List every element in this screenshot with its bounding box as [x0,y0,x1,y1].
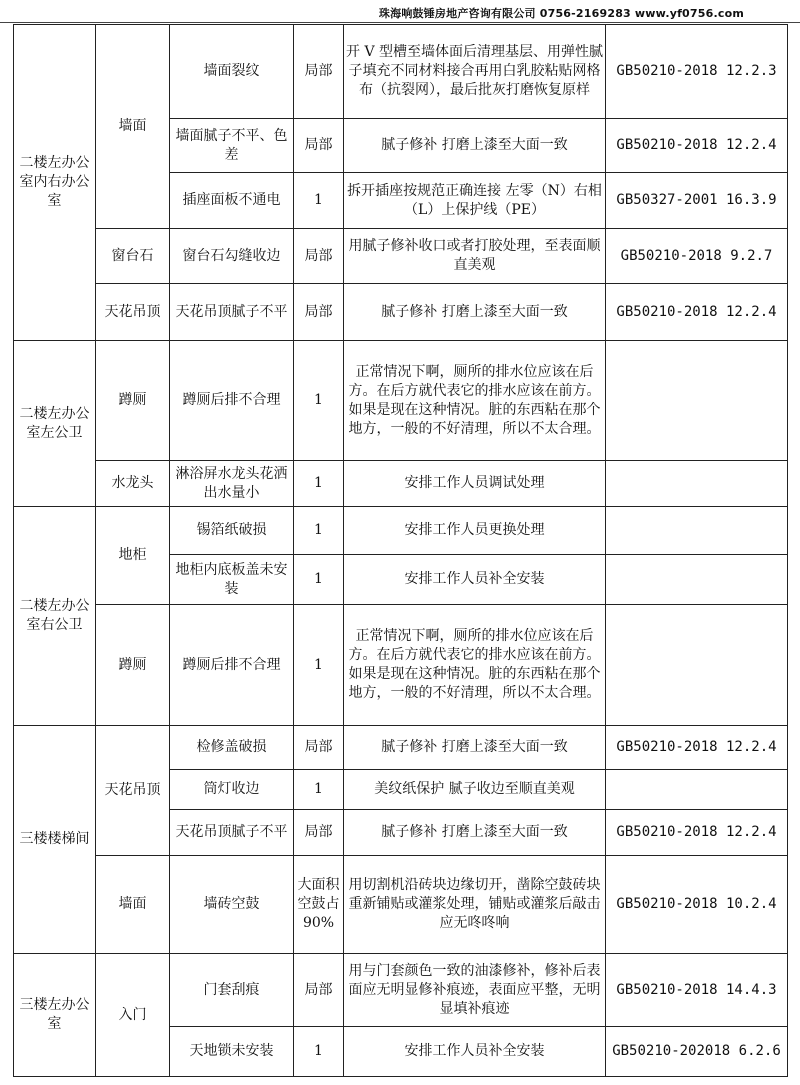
qty-cell: 局部 [294,284,344,341]
qty-cell: 局部 [294,726,344,770]
qty-cell: 1 [294,555,344,605]
location-cell: 二楼左办公室内右办公室 [14,25,96,341]
standard-cell: GB50210-2018 14.4.3 [606,954,788,1027]
standard-cell: GB50210-2018 12.2.4 [606,119,788,173]
table-row [14,284,788,341]
standard-cell: GB50210-2018 9.2.7 [606,229,788,284]
part-cell: 天花吊顶 [96,726,170,856]
fix-cell: 腻子修补 打磨上漆至大面一致 [344,119,606,173]
problem-cell: 地柜内底板盖未安装 [170,555,294,605]
qty-cell: 1 [294,507,344,555]
problem-cell: 蹲厕后排不合理 [170,605,294,726]
table-row [14,507,788,555]
problem-cell: 插座面板不通电 [170,173,294,229]
fix-cell: 安排工作人员调试处理 [344,461,606,507]
table-row [14,25,788,119]
problem-cell: 淋浴屏水龙头花洒出水量小 [170,461,294,507]
problem-cell: 墙砖空鼓 [170,856,294,954]
fix-cell: 用腻子修补收口或者打胶处理，至表面顺直美观 [344,229,606,284]
table-row [14,954,788,1027]
standard-cell: GB50327-2001 16.3.9 [606,173,788,229]
fix-cell: 安排工作人员补全安装 [344,1027,606,1077]
problem-cell: 门套刮痕 [170,954,294,1027]
qty-cell: 1 [294,1027,344,1077]
part-cell: 蹲厕 [96,605,170,726]
qty-cell: 局部 [294,119,344,173]
fix-cell: 开 V 型槽至墙体面后清理基层、用弹性腻子填充不同材料接合再用白乳胶粘贴网格布（抗裂网），最后批灰打磨恢复原样 [344,25,606,119]
qty-cell: 局部 [294,229,344,284]
fix-cell: 安排工作人员补全安装 [344,555,606,605]
fix-cell: 用与门套颜色一致的油漆修补，修补后表面应无明显修补痕迹，表面应平整，无明显填补痕迹 [344,954,606,1027]
table-row [14,726,788,770]
part-cell: 地柜 [96,507,170,605]
problem-cell: 天花吊顶腻子不平 [170,284,294,341]
table-row [14,856,788,954]
fix-cell: 腻子修补 打磨上漆至大面一致 [344,284,606,341]
qty-cell: 大面积空鼓占90% [294,856,344,954]
table-row [14,461,788,507]
standard-cell: GB50210-2018 12.2.4 [606,810,788,856]
part-cell: 墙面 [96,25,170,229]
fix-cell: 安排工作人员更换处理 [344,507,606,555]
standard-cell: GB50210-2018 12.2.4 [606,284,788,341]
standard-cell: GB50210-2018 12.2.4 [606,726,788,770]
fix-cell: 正常情况下啊，厕所的排水位应该在后方。在后方就代表它的排水应该在前方。如果是现在这种情况。脏的东西粘在那个地方，一般的不好清理，所以不太合理。 [344,605,606,726]
qty-cell: 1 [294,605,344,726]
standard-cell [606,605,788,726]
standard-cell [606,555,788,605]
problem-cell: 窗台石勾缝收边 [170,229,294,284]
part-cell: 水龙头 [96,461,170,507]
part-cell: 天花吊顶 [96,284,170,341]
qty-cell: 局部 [294,810,344,856]
fix-cell: 用切割机沿砖块边缘切开，凿除空鼓砖块重新铺贴或灌浆处理，铺贴或灌浆后敲击应无咚咚响 [344,856,606,954]
standard-cell: GB50210-202018 6.2.6 [606,1027,788,1077]
problem-cell: 天地锁未安装 [170,1027,294,1077]
qty-cell: 局部 [294,25,344,119]
location-cell: 二楼左办公室右公卫 [14,507,96,726]
standard-cell [606,461,788,507]
location-cell: 三楼左办公室 [14,954,96,1077]
table-row [14,341,788,461]
qty-cell: 1 [294,341,344,461]
page-header [0,0,800,23]
problem-cell: 墙面裂纹 [170,25,294,119]
part-cell: 蹲厕 [96,341,170,461]
inspection-table [13,24,788,1077]
fix-cell: 腻子修补 打磨上漆至大面一致 [344,726,606,770]
problem-cell: 墙面腻子不平、色差 [170,119,294,173]
standard-cell [606,341,788,461]
standard-cell: GB50210-2018 12.2.3 [606,25,788,119]
part-cell: 墙面 [96,856,170,954]
problem-cell: 天花吊顶腻子不平 [170,810,294,856]
qty-cell: 1 [294,173,344,229]
standard-cell: GB50210-2018 10.2.4 [606,856,788,954]
company-contact: 珠海响鼓锤房地产咨询有限公司 0756-2169283 www.yf0756.com [378,7,744,20]
qty-cell: 局部 [294,954,344,1027]
standard-cell [606,770,788,810]
problem-cell: 筒灯收边 [170,770,294,810]
fix-cell: 腻子修补 打磨上漆至大面一致 [344,810,606,856]
qty-cell: 1 [294,461,344,507]
fix-cell: 美纹纸保护 腻子收边至顺直美观 [344,770,606,810]
standard-cell [606,507,788,555]
problem-cell: 锡箔纸破损 [170,507,294,555]
fix-cell: 正常情况下啊，厕所的排水位应该在后方。在后方就代表它的排水应该在前方。如果是现在这种情况。脏的东西粘在那个地方，一般的不好清理，所以不太合理。 [344,341,606,461]
qty-cell: 1 [294,770,344,810]
table-row [14,605,788,726]
problem-cell: 检修盖破损 [170,726,294,770]
location-cell: 三楼楼梯间 [14,726,96,954]
table-row [14,229,788,284]
part-cell: 窗台石 [96,229,170,284]
fix-cell: 拆开插座按规范正确连接 左零（N）右相（L）上保护线（PE） [344,173,606,229]
part-cell: 入门 [96,954,170,1077]
location-cell: 二楼左办公室左公卫 [14,341,96,507]
problem-cell: 蹲厕后排不合理 [170,341,294,461]
